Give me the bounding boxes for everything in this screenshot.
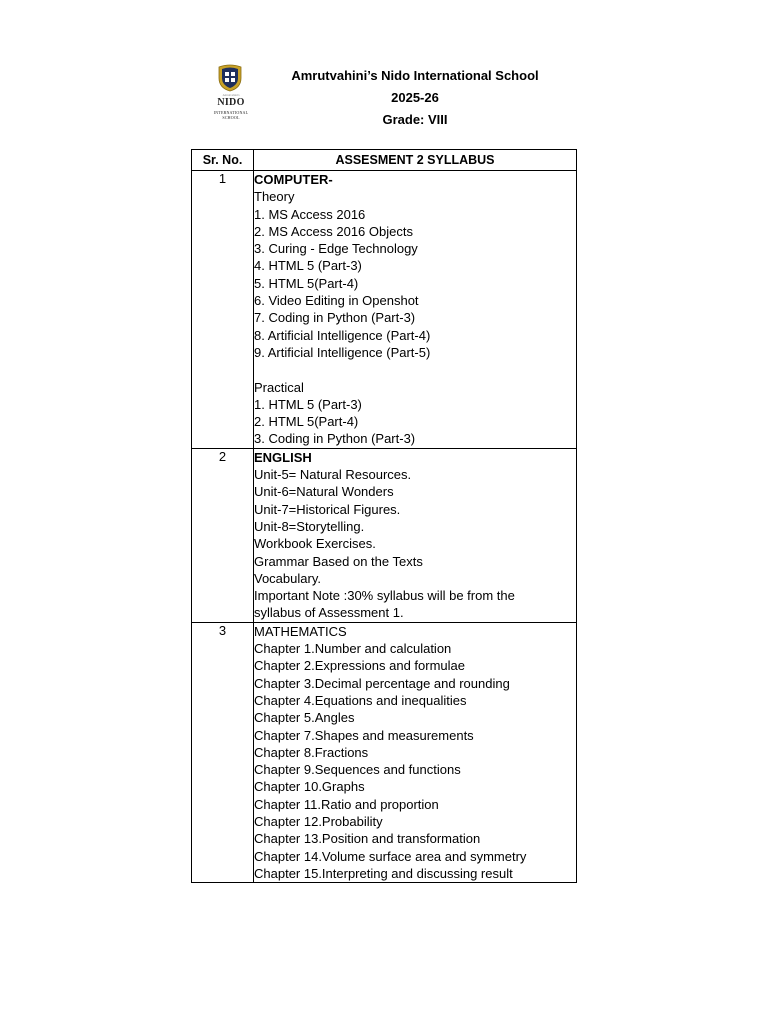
logo-subtitle: INTERNATIONAL SCHOOL [213,110,249,120]
column-header-sr-no: Sr. No. [192,150,254,171]
topic-item: Chapter 8.Fractions [254,744,369,760]
topic-item: Workbook Exercises. [254,536,376,552]
spacer [254,361,576,378]
logo-tagline: Amrutvahini's [222,93,240,97]
serial-number: 3 [192,622,254,882]
section-label: Practical [254,379,304,395]
important-note: syllabus of Assessment 1. [254,605,404,621]
topic-item: 6. Video Editing in Openshot [254,293,419,309]
topic-item: Chapter 11.Ratio and proportion [254,796,439,812]
topic-item: Chapter 9.Sequences and functions [254,762,461,778]
syllabus-cell-english [254,448,577,622]
topic-item: 1. MS Access 2016 [254,206,366,222]
topic-item: Chapter 10.Graphs [254,779,365,795]
topic-item: 7. Coding in Python (Part-3) [254,310,416,326]
topic-item: Unit-7=Historical Figures. [254,501,401,517]
important-note: Important Note :30% syllabus will be from the [254,588,515,604]
table-header-row [192,150,577,171]
topic-item: 8. Artificial Intelligence (Part-4) [254,327,431,343]
topic-item: Chapter 1.Number and calculation [254,641,452,657]
topic-item: 1. HTML 5 (Part-3) [254,396,362,412]
topic-item: 2. HTML 5(Part-4) [254,414,359,430]
topic-item: Chapter 7.Shapes and measurements [254,727,474,743]
document-header [0,0,768,150]
syllabus-table [191,149,577,883]
topic-item: 5. HTML 5(Part-4) [254,275,359,291]
topic-item: Chapter 12.Probability [254,813,383,829]
topic-item: Chapter 2.Expressions and formulae [254,658,466,674]
syllabus-cell-mathematics [254,622,577,882]
topic-item: Grammar Based on the Texts [254,553,423,569]
table-row [192,171,577,449]
syllabus-cell-computer [254,171,577,449]
column-header-syllabus: ASSESMENT 2 SYLLABUS [254,150,577,171]
table-row [192,448,577,622]
topic-item: 3. Curing - Edge Technology [254,241,418,257]
topic-item: Chapter 15.Interpreting and discussing result [254,865,513,881]
academic-year: 2025-26 [391,90,439,105]
topic-item: 2. MS Access 2016 Objects [254,223,413,239]
subject-title: COMPUTER- [254,172,333,187]
topic-item: Chapter 4.Equations and inequalities [254,692,467,708]
school-name: Amrutvahini’s Nido International School [291,68,539,83]
serial-number: 2 [192,448,254,622]
topic-item: Unit-6=Natural Wonders [254,484,394,500]
topic-item: Chapter 3.Decimal percentage and rounding [254,675,510,691]
grade-label: Grade: VIII [382,112,448,127]
logo-name: NIDO [217,97,245,108]
topic-item: Unit-8=Storytelling. [254,518,365,534]
section-label: Theory [254,189,295,205]
topic-item: 4. HTML 5 (Part-3) [254,258,362,274]
topic-item: Chapter 5.Angles [254,710,355,726]
subject-title: MATHEMATICS [254,623,347,639]
table-row [192,622,577,882]
topic-item: Unit-5= Natural Resources. [254,467,412,483]
topic-item: Vocabulary. [254,570,321,586]
subject-title: ENGLISH [254,449,312,465]
topic-item: Chapter 14.Volume surface area and symmetry [254,848,527,864]
topic-item: 9. Artificial Intelligence (Part-5) [254,344,431,360]
serial-number: 1 [192,171,254,449]
topic-item: Chapter 13.Position and transformation [254,831,481,847]
topic-item: 3. Coding in Python (Part-3) [254,431,416,447]
